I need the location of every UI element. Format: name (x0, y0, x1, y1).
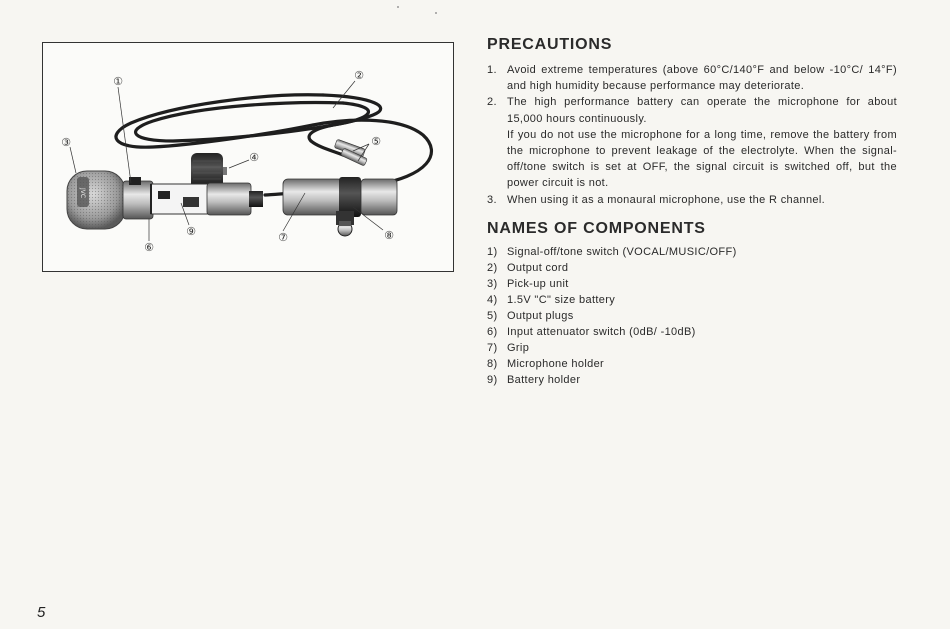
component-label: Output plugs (507, 309, 574, 322)
page-number: 5 (37, 604, 46, 621)
precaution-item (487, 62, 897, 94)
item-number: 3) (487, 277, 498, 290)
component-label: Input attenuator switch (0dB/ -10dB) (507, 325, 696, 338)
text-column (487, 36, 897, 388)
callout-9: ⑨ (186, 225, 196, 238)
item-number: 6) (487, 325, 498, 338)
pickup-unit (67, 171, 125, 229)
item-number: 9) (487, 373, 498, 386)
component-item (487, 292, 897, 308)
component-item (487, 260, 897, 276)
precaution-item (487, 94, 897, 191)
component-item (487, 276, 897, 292)
component-item (487, 244, 897, 260)
component-item (487, 372, 897, 388)
callout-6: ⑥ (144, 241, 154, 254)
item-number: 5) (487, 309, 498, 322)
components-list (487, 244, 897, 388)
component-label: Grip (507, 341, 530, 354)
item-number: 1. (487, 64, 497, 76)
precautions-list (487, 62, 897, 208)
callout-1: ① (113, 75, 123, 88)
component-item (487, 340, 897, 356)
item-number: 7) (487, 341, 498, 354)
precaution-text: The high performance battery can operate the microphone for about 15,000 hours continuously. (507, 96, 897, 125)
brand-mark: JVC (79, 187, 86, 199)
component-label: Pick-up unit (507, 277, 569, 290)
item-number: 3. (487, 193, 497, 206)
item-number: 8) (487, 357, 498, 370)
speck (435, 12, 437, 14)
precaution-text: When using it as a monaural microphone, use the R channel. (507, 193, 826, 206)
item-number: 2) (487, 261, 498, 274)
component-label: Microphone holder (507, 357, 605, 370)
callout-4: ④ (249, 151, 259, 164)
battery-holder (151, 184, 209, 214)
component-item (487, 356, 897, 372)
component-label: Battery holder (507, 373, 581, 386)
component-label: Output cord (507, 261, 569, 274)
item-number: 1) (487, 245, 498, 258)
microphone-illustration (43, 43, 453, 271)
callout-5: ⑤ (371, 135, 381, 148)
component-item (487, 308, 897, 324)
precaution-text-continued: If you do not use the microphone for a long time, remove the battery from the microphone to prevent leakage of the electrolyte. When the signal-off/tone switch is set at OFF, the signal circuit is switched off, but the power circuit is not. (507, 128, 897, 190)
callout-8: ⑧ (384, 229, 394, 242)
precautions-heading: PRECAUTIONS (487, 36, 613, 53)
callout-2: ② (354, 69, 364, 82)
microphone-figure (42, 42, 454, 272)
component-label: 1.5V "C" size battery (507, 293, 616, 306)
callout-3: ③ (61, 136, 71, 149)
components-heading: NAMES OF COMPONENTS (487, 219, 706, 237)
item-number: 2. (487, 96, 497, 109)
speck (397, 6, 399, 8)
microphone-holder (336, 211, 354, 236)
precaution-text: Avoid extreme temperatures (above 60°C/140°F and below -10°C/ 14°F) and high humidity because performance may deteriorate. (507, 64, 897, 93)
precaution-item (487, 192, 897, 208)
component-label: Signal-off/tone switch (VOCAL/MUSIC/OFF) (507, 245, 737, 258)
item-number: 4) (487, 293, 498, 306)
callout-7: ⑦ (278, 231, 288, 244)
component-item (487, 324, 897, 340)
